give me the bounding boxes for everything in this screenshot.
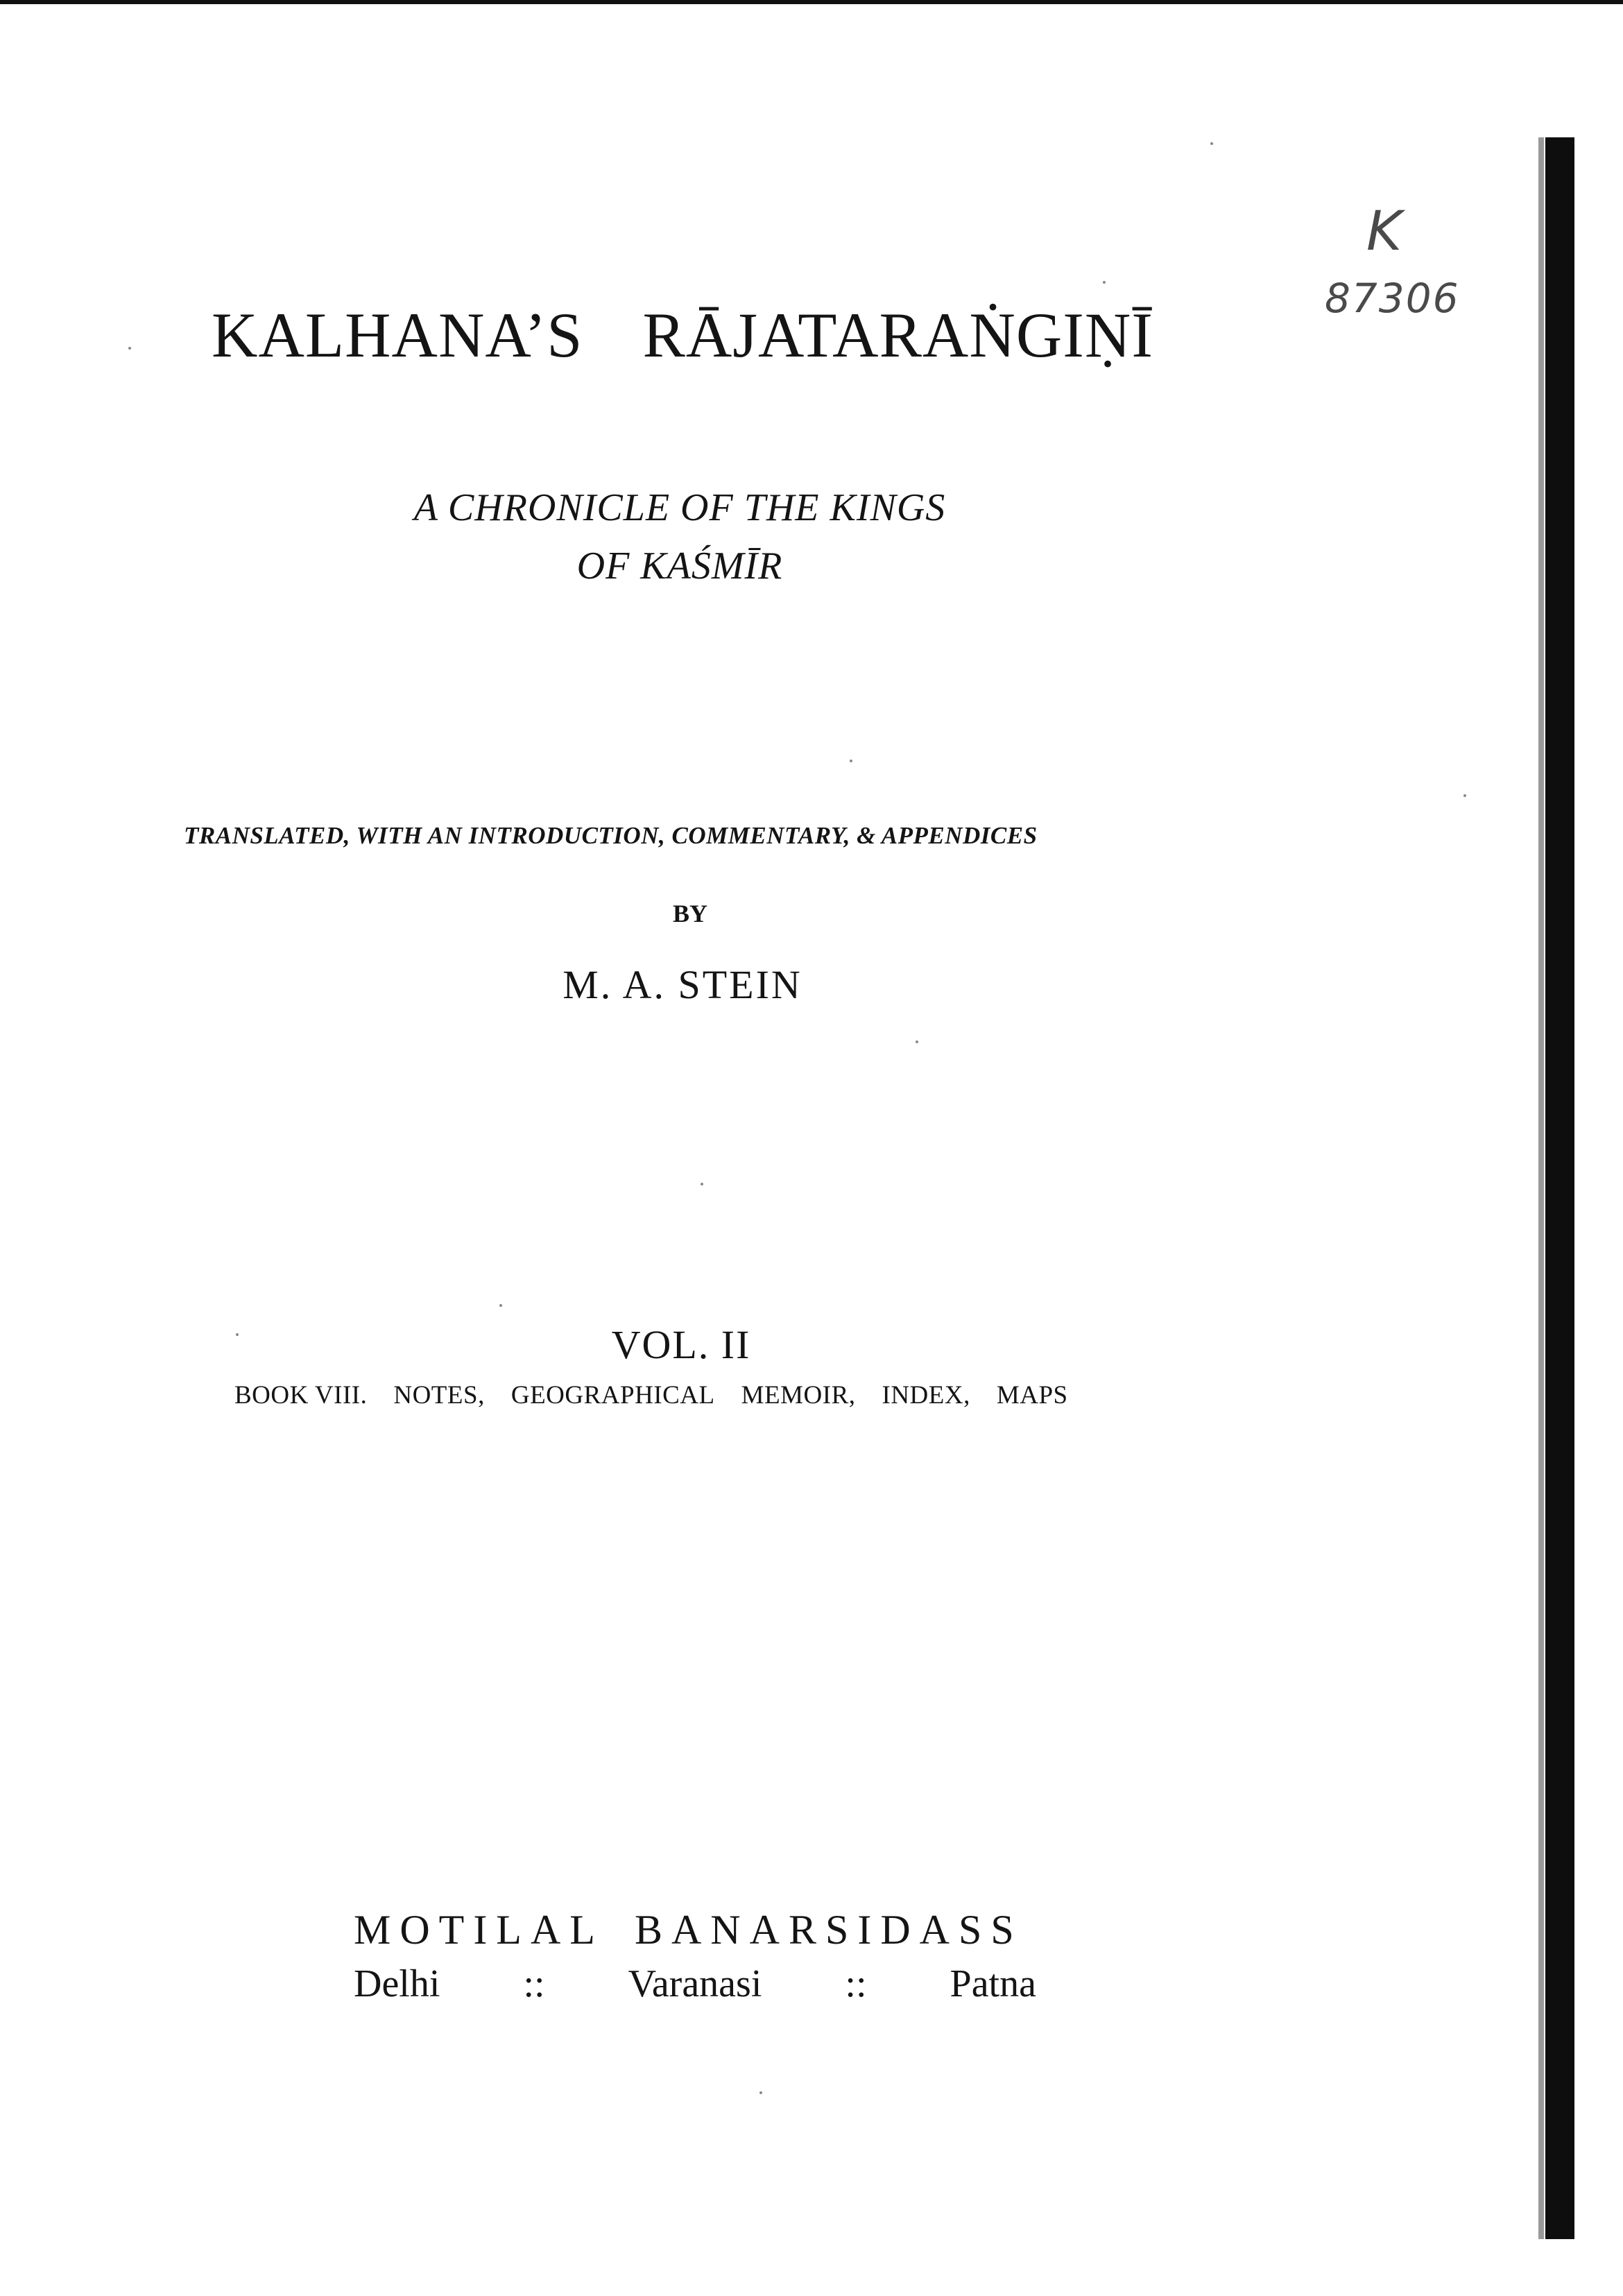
by-label: BY — [672, 900, 707, 927]
handwritten-letter: K — [1366, 200, 1402, 263]
scan-speck — [759, 2091, 762, 2094]
handwritten-number: 87306 — [1325, 275, 1460, 322]
city-separator: :: — [845, 1962, 867, 2005]
scan-speck — [499, 1304, 502, 1307]
scan-speck — [701, 1183, 703, 1185]
subtitle-line-1: A CHRONICLE OF THE KINGS — [413, 486, 946, 529]
city-separator: :: — [523, 1962, 545, 2005]
contents-item: BOOK VIII. — [234, 1381, 368, 1410]
handwritten-library-mark — [1318, 187, 1498, 340]
scan-speck — [128, 347, 131, 350]
city-delhi: Delhi — [354, 1962, 440, 2005]
scan-speck — [1103, 281, 1106, 284]
scan-speck — [236, 1333, 239, 1336]
title-author-name: KALHANA’S — [212, 300, 583, 370]
contents-item: INDEX, — [882, 1381, 970, 1410]
scan-speck — [850, 760, 852, 762]
contents-item: MAPS — [996, 1381, 1068, 1410]
title-work-name: RĀJATARAṄGIṆĪ — [642, 300, 1153, 370]
translation-statement: TRANSLATED, WITH AN INTRODUCTION, COMMENTARY, & APPENDICES — [184, 822, 1038, 849]
scan-speck — [1463, 794, 1466, 797]
publisher-name — [354, 1906, 1023, 1954]
contents-item: NOTES, — [393, 1381, 485, 1410]
publisher-cities — [354, 1962, 1036, 2006]
contents-item: GEOGRAPHICAL — [510, 1381, 715, 1410]
translator-name: M. A. STEIN — [563, 962, 802, 1007]
right-binding-shadow — [1538, 137, 1544, 2239]
top-scan-edge — [0, 0, 1623, 4]
volume-number: VOL. II — [611, 1322, 751, 1367]
publisher-name-part2: BANARSIDASS — [634, 1907, 1023, 1953]
right-binding-edge — [1545, 137, 1574, 2239]
contents-item: MEMOIR, — [741, 1381, 856, 1410]
book-title — [212, 298, 1153, 372]
scan-speck — [1210, 142, 1213, 145]
volume-contents — [234, 1380, 1094, 1410]
publisher-name-part1: MOTILAL — [354, 1907, 604, 1953]
scan-speck — [916, 1040, 918, 1043]
city-varanasi: Varanasi — [628, 1962, 762, 2005]
city-patna: Patna — [950, 1962, 1036, 2005]
subtitle-line-2: OF KAŚMĪR — [576, 545, 783, 588]
